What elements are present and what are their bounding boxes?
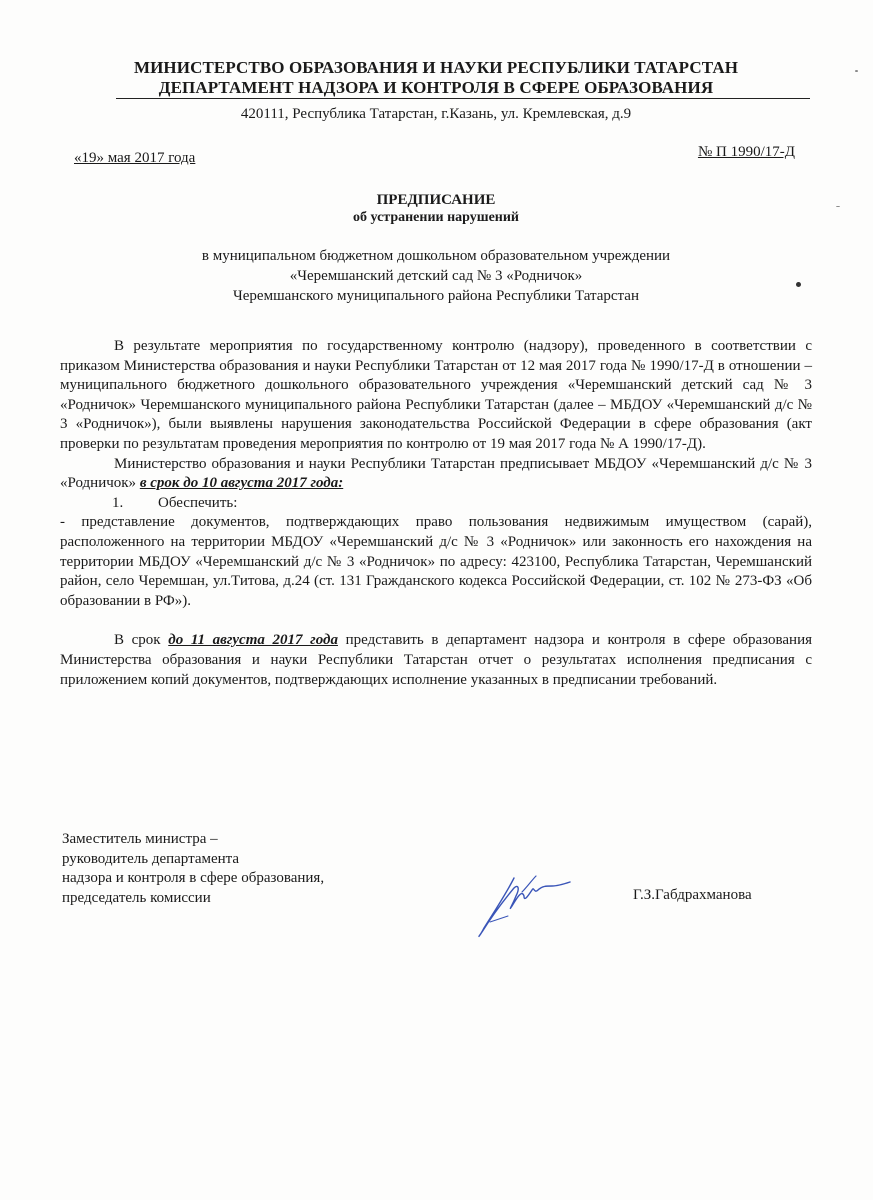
signer-position-line-4: председатель комиссии	[62, 889, 211, 906]
header-divider	[116, 98, 810, 99]
paragraph-gap	[60, 611, 812, 631]
report-text-start: В срок	[114, 632, 169, 649]
signer-position	[62, 830, 324, 908]
document-number: № П 1990/17-Д	[697, 144, 795, 160]
department-name: ДЕПАРТАМЕНТ НАДЗОРА И КОНТРОЛЯ В СФЕРЕ ОБРАЗОВАНИЯ	[158, 78, 714, 97]
institution-line-1: в муниципальном бюджетном дошкольном образовательном учреждении	[201, 248, 671, 264]
scan-speck	[836, 206, 840, 207]
signer-position-line-1: Заместитель министра –	[62, 831, 218, 847]
first-deadline: в срок до 10 августа 2017 года:	[139, 475, 344, 492]
ministry-name: МИНИСТЕРСТВО ОБРАЗОВАНИЯ И НАУКИ РЕСПУБЛИКИ ТАТАРСТАН	[133, 58, 739, 77]
report-paragraph	[60, 631, 812, 690]
scan-speck	[855, 70, 858, 72]
scan-speck	[796, 282, 801, 287]
findings-paragraph: В результате мероприятия по государственному контролю (надзору), проведенного в соответствии с приказом Министерства образования и науки Республики Татарстан от 12 мая 2017 года № 1990/17-Д в отношении – муниципального бюджетного дошкольного образовательного учреждения «Черемшанский детский сад № 3 «Родничок» Черемшанского муниципального района Республики Татарстан (далее – МБДОУ «Черемшанский д/с № 3 «Родничок»), были выявлены нарушения законодательства Российской Федерации в сфере образования (акт проверки по результатам проведения мероприятия по контролю от 19 мая 2017 года № А 1990/17-Д).	[60, 338, 812, 452]
signer-name: Г.З.Габдрахманова	[633, 887, 752, 903]
institution-line-3: Черемшанского муниципального района Республики Татарстан	[233, 288, 639, 304]
department-address: 420111, Республика Татарстан, г.Казань, ул. Кремлевская, д.9	[240, 106, 632, 122]
report-deadline: до 11 августа 2017 года	[168, 632, 338, 649]
signer-position-line-2: руководитель департамента	[62, 850, 240, 867]
report-text-end: представить в департамент надзора и контроля в сфере образования Министерства образования и науки Республики Татарстан отчет о результатах исполнения предписания с приложением копий документов, подтверждающих исполнение указанных в предписании требований.	[60, 632, 813, 688]
document-title: ПРЕДПИСАНИЕ	[376, 192, 496, 208]
item-number: 1.	[112, 494, 124, 511]
institution-line-2: «Черемшанский детский сад № 3 «Родничок»	[289, 268, 583, 284]
document-subtitle: об устранении нарушений	[353, 210, 519, 225]
letterhead	[60, 58, 812, 98]
handwritten-signature	[470, 866, 590, 946]
order-item	[60, 494, 812, 514]
order-text: Министерство образования и науки Республики Татарстан предписывает МБДОУ «Черемшанский д/с № 3 «Родничок»	[60, 455, 812, 492]
document-body	[60, 337, 812, 690]
item-label: Обеспечить:	[158, 494, 238, 511]
item-requirement: - представление документов, подтверждающих право пользования недвижимым имуществом (сарай), расположенного на территории МБДОУ «Черемшанский д/с № 3 «Родничок» или законность его нахождения на территории МБДОУ «Черемшанский д/с № 3 «Родничок» по адресу: 423100, Республика Татарстан, Черемшанский район, село Черемшан, ул.Титова, д.24 (ст. 131 Гражданского кодекса Российской Федерации, ст. 102 № 273-ФЗ «Об образовании в РФ»).	[60, 514, 812, 609]
order-paragraph	[60, 455, 812, 494]
institution-block	[60, 246, 812, 306]
signer-position-line-3: надзора и контроля в сфере образования,	[62, 870, 325, 886]
document-date: «19» мая 2017 года	[74, 150, 196, 166]
